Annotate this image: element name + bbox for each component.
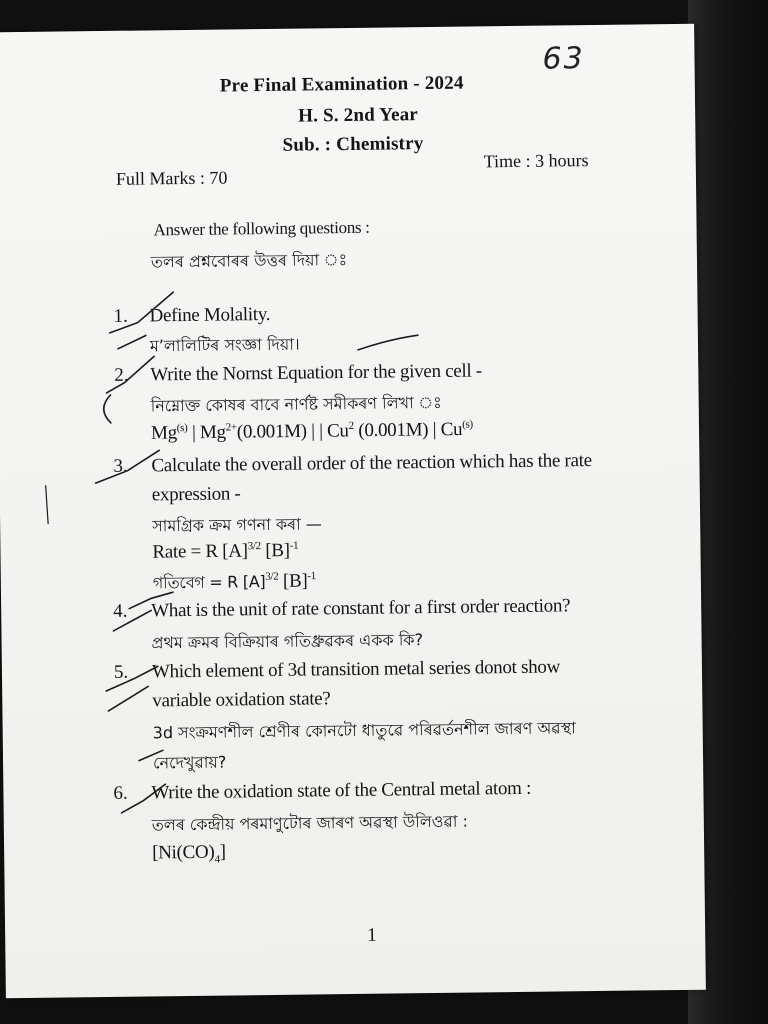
question-text-english: Write the Nornst Equation for the given cell - bbox=[150, 360, 482, 386]
formula-end: ] bbox=[219, 841, 226, 863]
question-text-english-cont: expression - bbox=[151, 483, 241, 506]
cell-cathode-state: (s) bbox=[462, 418, 473, 431]
exam-subject: Sub. : Chemistry bbox=[282, 133, 424, 156]
question-text-assamese: নিম্নোক্ত কোষৰ বাবে নাৰ্ণষ্ট সমীকৰণ লিখা ঃ bbox=[150, 392, 442, 416]
page-number: 1 bbox=[367, 924, 377, 946]
question-text-assamese: ম’লালিটিৰ সংজ্ঞা দিয়া। bbox=[149, 334, 300, 356]
question-number: 6. bbox=[113, 782, 128, 804]
rate-expression-english bbox=[152, 540, 298, 564]
question-text-assamese: 3d সংক্ৰমণশীল শ্ৰেণীৰ কোনটো ধাতুৱে পৰিৱৰ্তনশীল জাৰণ অৱস্থা bbox=[152, 718, 576, 743]
exam-paper-page bbox=[0, 24, 706, 998]
question-text-assamese: প্ৰথম ক্ৰমৰ বিক্ৰিয়াৰ গতিধ্ৰুৱকৰ একক কি? bbox=[151, 630, 424, 653]
question-number: 3. bbox=[113, 455, 128, 477]
question-number: 2. bbox=[114, 364, 129, 386]
question-text-english: Define Molality. bbox=[149, 303, 271, 327]
exponent-a: 3/2 bbox=[247, 540, 261, 553]
cell-cathode-metal: (0.001M) | Cu bbox=[358, 418, 463, 442]
species-b: [B] bbox=[278, 570, 308, 592]
cell-anode-state: (s) bbox=[176, 421, 188, 435]
question-text-assamese: তলৰ কেন্দ্ৰীয় পৰমাণুটোৰ জাৰণ অৱস্থা উলিওৱা : bbox=[151, 811, 469, 835]
question-number: 4. bbox=[113, 600, 128, 622]
cell-notation bbox=[151, 418, 473, 444]
full-marks: Full Marks : 70 bbox=[115, 167, 228, 189]
cell-anode-ion-charge: 2+ bbox=[225, 421, 237, 434]
question-text-english: Write the oxidation state of the Central metal atom : bbox=[151, 777, 532, 804]
pen-tick-marks bbox=[0, 24, 706, 998]
exponent-b: -1 bbox=[289, 539, 299, 552]
instruction-english: Answer the following questions : bbox=[153, 217, 370, 240]
exam-time: Time : 3 hours bbox=[483, 150, 589, 172]
margin-mark bbox=[46, 486, 48, 524]
pen-stroke-margin bbox=[358, 335, 418, 350]
instruction-assamese: তলৰ প্ৰশ্নবোৰৰ উত্তৰ দিয়া ঃ bbox=[150, 250, 348, 272]
exam-title: Pre Final Examination - 2024 bbox=[219, 72, 464, 97]
species-b: [B] bbox=[260, 540, 290, 562]
cell-anode-metal: Mg bbox=[150, 422, 177, 444]
cell-cathode-ion-charge: 2 bbox=[348, 419, 354, 433]
rate-expression-assamese bbox=[153, 568, 316, 597]
complex-formula bbox=[152, 842, 226, 867]
rate-label: Rate = R [A] bbox=[152, 540, 248, 563]
exponent-a: 3/2 bbox=[265, 570, 279, 583]
question-text-english: Which element of 3d transition metal series donot show bbox=[151, 656, 561, 683]
question-text-english: Calculate the overall order of the reaction which has the rate bbox=[151, 450, 592, 477]
formula-body: [Ni(CO) bbox=[152, 841, 215, 864]
formula-subscript: 4 bbox=[214, 853, 220, 866]
cell-anode-ion: | Mg bbox=[191, 421, 226, 444]
handwritten-mark: 63 bbox=[542, 41, 585, 77]
rate-label: গতিবেগ = R [A] bbox=[152, 572, 266, 593]
question-text-assamese-cont: নেদেখুৱায়? bbox=[152, 752, 227, 773]
exam-class: H. S. 2nd Year bbox=[298, 104, 419, 127]
question-text-assamese: সামগ্ৰিক ক্ৰম গণনা কৰা — bbox=[152, 514, 322, 536]
question-text-english: What is the unit of rate constant for a first order reaction? bbox=[151, 595, 571, 622]
question-number: 1. bbox=[113, 305, 128, 327]
question-text-english-cont: variable oxidation state? bbox=[152, 688, 331, 712]
question-number: 5. bbox=[113, 661, 129, 683]
cell-cathode-ion: (0.001M) | | Cu bbox=[236, 420, 349, 443]
exponent-b: -1 bbox=[307, 570, 317, 583]
